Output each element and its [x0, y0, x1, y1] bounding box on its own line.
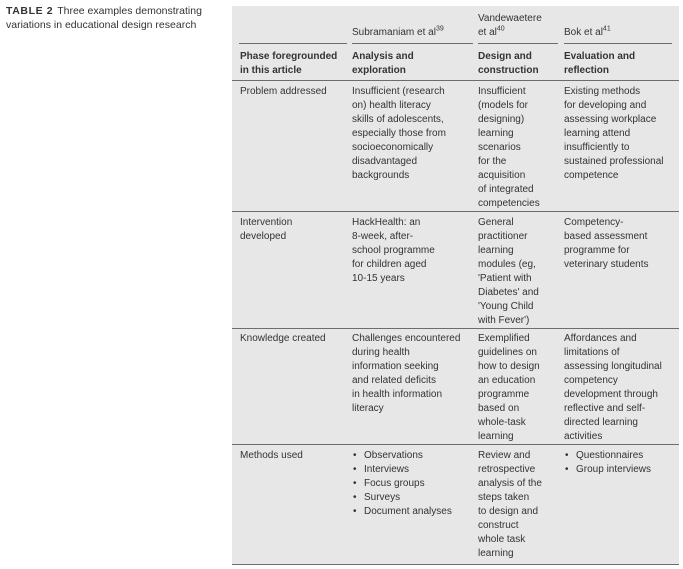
- problem-subramaniam: Insufficient (research on) health literacy skills of adolescents, especially those from socioeconomically disadvantaged backgrounds: [352, 86, 446, 181]
- author-rule-3: [564, 43, 672, 44]
- methods-vandewaetere: Review and retrospective analysis of the steps taken to design and construct whole task learning: [478, 450, 542, 559]
- methods-subramaniam-list: [352, 449, 452, 519]
- row-divider-2: [232, 328, 679, 329]
- list-item: • Document analyses: [352, 505, 452, 519]
- intervention-bok: Competency- based assessment programme for veterinary students: [564, 217, 649, 270]
- row-label-methods: Methods used: [240, 450, 303, 461]
- methods-bok: [564, 449, 651, 477]
- row-divider-3: [232, 444, 679, 445]
- methods-bok-list: [564, 449, 651, 477]
- problem-bok: Existing methods for developing and assessing workplace learning attend insufficiently to sustained professional competence: [564, 86, 664, 181]
- knowledge-subramaniam: Challenges encountered during health information seeking and related deficits in health information literacy: [352, 333, 461, 414]
- author-subramaniam-ref: 39: [435, 25, 444, 33]
- row-label-intervention: Intervention developed: [240, 217, 293, 242]
- author-vandewaetere-ref: 40: [496, 25, 505, 33]
- author-vandewaetere: Vandewaetere et $al^{40}$: [478, 13, 542, 38]
- table-bottom-rule: [232, 564, 679, 565]
- table-label: TABLE 2: [6, 5, 54, 17]
- list-item: • Surveys: [352, 491, 452, 505]
- author-bok: Bok et $al^{41}$: [564, 25, 611, 38]
- list-item: • Group interviews: [564, 463, 651, 477]
- phase-vandewaetere: Design and construction: [478, 51, 539, 76]
- phase-bok: Evaluation and reflection: [564, 51, 636, 76]
- author-rule-1: [352, 43, 473, 44]
- table-caption-text: Three examples demonstrating variations in educational design research: [6, 5, 202, 31]
- header-bottom-rule: [232, 80, 679, 81]
- author-bok-ref: 41: [602, 25, 611, 33]
- list-item: • Focus groups: [352, 477, 452, 491]
- knowledge-bok: Affordances and limitations of assessing longitudinal competency development through reflective and self- directed learning activities: [564, 333, 662, 442]
- phase-subramaniam: Analysis and exploration: [352, 51, 414, 76]
- author-subramaniam: Subramaniam et $al^{39}$: [352, 25, 444, 38]
- knowledge-vandewaetere: Exemplified guidelines on how to design an education programme based on whole-task learning: [478, 333, 540, 442]
- intervention-vandewaetere: General practitioner learning modules (eg, 'Patient with Diabetes' and 'Young Child with Fever'): [478, 217, 539, 326]
- phase-label: Phase foregrounded in this article: [240, 51, 338, 76]
- methods-subramaniam: [352, 449, 452, 519]
- problem-vandewaetere: Insufficient (models for designing) learning scenarios for the acquisition of integrated competencies: [478, 86, 540, 209]
- author-rule-2: [478, 43, 558, 44]
- row-label-knowledge: Knowledge created: [240, 333, 326, 344]
- header-top-rule: [239, 43, 347, 44]
- list-item: • Observations: [352, 449, 452, 463]
- intervention-subramaniam: HackHealth: an 8-week, after- school programme for children aged 10-15 years: [352, 217, 435, 284]
- list-item: • Interviews: [352, 463, 452, 477]
- table-caption: [6, 4, 224, 32]
- list-item: • Questionnaires: [564, 449, 651, 463]
- row-divider-1: [232, 211, 679, 212]
- row-label-problem: Problem addressed: [240, 86, 327, 97]
